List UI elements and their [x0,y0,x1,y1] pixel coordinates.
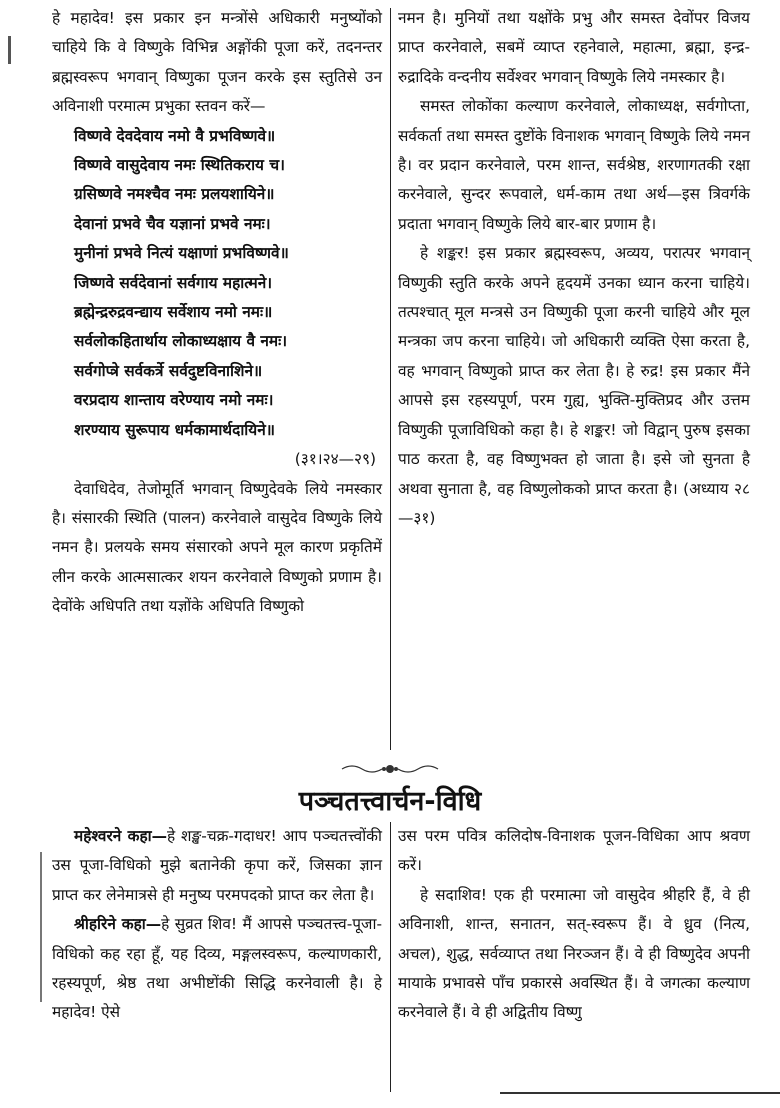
top-right-column [398,4,750,533]
bottom-left-column [52,822,382,1028]
verse-line: ब्रह्मेन्द्ररुद्रवन्द्याय सर्वेशाय नमो नमः॥ [74,303,273,322]
section-ornament [340,762,440,776]
translation-paragraph: देवाधिदेव, तेजोमूर्ति भगवान् विष्णुदेवके लिये नमस्कार है। संसारकी स्थिति (पालन) करनेवाले वासुदेव विष्णुके लिये नमन है। प्रलयके समय संसारको अपने मूल कारण प्रकृतिमें लीन करके आत्मसात्कर शयन करनेवाले विष्णुको प्रणाम है। देवोंके अधिपति तथा यज्ञोंके अधिपति विष्णुको [52,479,382,616]
dialogue-paragraph [52,910,382,1028]
verse-line: जिष्णवे सर्वदेवानां सर्वगाय महात्मने। [74,273,273,292]
verse-line: वरप्रदाय शान्ताय वरेण्याय नमो नमः। [74,391,274,410]
top-left-column [52,4,382,622]
verse-line: सर्वगोप्त्रे सर्वकर्त्रे सर्वदुष्टविनाशिने॥ [74,361,263,380]
verse-line: मुनीनां प्रभवे नित्यं यक्षाणां प्रभविष्णवे॥ [74,244,289,263]
speaker-label: महेश्वरने कहा— [74,827,168,845]
verse-line: ग्रसिष्णवे नमश्चैव नमः प्रलयशायिने॥ [74,185,275,204]
paragraph: हे सदाशिव! एक ही परमात्मा जो वासुदेव श्रीहरि हैं, वे ही अविनाशी, शान्त, सनातन, सत्-स्वरूप हैं। वे ध्रुव (नित्य, अचल), शुद्ध, सर्वव्याप्त तथा निरञ्जन हैं। वे ही विष्णुदेव अपनी मायाके प्रभावसे पाँच प्रकारसे अवस्थित हैं। वे जगत्का कल्याण करनेवाले हैं। वे ही अद्वितीय विष्णु [398,885,750,1022]
paragraph: हे शङ्कर! इस प्रकार ब्रह्मस्वरूप, अव्यय, परात्पर भगवान् विष्णुकी स्तुति करके अपने हृदयमें उनका ध्यान करना चाहिये। तत्पश्चात् मूल मन्त्रसे उन विष्णुकी पूजा करनी चाहिये और मूल मन्त्रका जप करना चाहिये। जो अधिकारी व्यक्ति ऐसा करता है, वह भगवान् विष्णुको प्राप्त कर लेता है। हे रुद्र! इस प्रकार मैंने आपसे इस रहस्यपूर्ण, परम गुह्य, भुक्ति-मुक्तिप्रद और उत्तम विष्णुकी पूजाविधिको कहा है। हे शङ्कर! जो विद्वान् पुरुष इसका पाठ करता है, वह विष्णुभक्त हो जाता है। इसे जो सुनता है अथवा सुनाता है, वह विष्णुलोकको प्राप्त करता है। (अध्याय २८—३१) [398,244,750,527]
footer-rule [500,1092,780,1094]
verse-line: देवानां प्रभवे चैव यज्ञानां प्रभवे नमः। [74,214,271,233]
paragraph: नमन है। मुनियों तथा यक्षोंके प्रभु और समस्त देवोंपर विजय प्राप्त करनेवाले, सबमें व्याप्त रहनेवाले, महात्मा, ब्रह्मा, इन्द्र-रुद्रादिके वन्दनीय सर्वेश्वर भगवान् विष्णुके लिये नमस्कार है। [398,9,750,86]
intro-paragraph: हे महादेव! इस प्रकार इन मन्त्रोंसे अधिकारी मनुष्योंको चाहिये कि वे विष्णुके विभिन्न अङ्गोंकी पूजा करें, तदनन्तर ब्रह्मस्वरूप भगवान् विष्णुका पूजन करके इस स्तुतिसे उन अविनाशी परमात्म प्रभुका स्तवन करें— [52,9,382,116]
column-divider [390,8,391,750]
bottom-right-column [398,822,750,1028]
speaker-label: श्रीहरिने कहा— [74,915,162,934]
column-divider [390,822,391,1092]
verse-line: सर्वलोकहितार्थाय लोकाध्यक्षाय वै नमः। [74,332,288,351]
paragraph: समस्त लोकोंका कल्याण करनेवाले, लोकाध्यक्ष, सर्वगोप्ता, सर्वकर्ता तथा समस्त दुष्टोंके विनाशक भगवान् विष्णुके लिये नमन है। वर प्रदान करनेवाले, परम शान्त, सर्वश्रेष्ठ, शरणागतकी रक्षा करनेवाले, सुन्दर रूपवाले, धर्म-काम तथा अर्थ—इस त्रिवर्गके प्रदाता भगवान् विष्णुके लिये बार-बार प्रणाम है। [398,97,750,233]
dialogue-text: हे सुव्रत शिव! मैं आपसे पञ्चतत्त्व-पूजा-विधिको कह रहा हूँ, यह दिव्य, मङ्गलस्वरूप, कल्याणकारी, रहस्यपूर्ण, श्रेष्ठ तथा अभीष्टोंकी सिद्धि करनेवाली है। हे महादेव! ऐसे [52,915,382,1022]
dialogue-text: हे शङ्ख-चक्र-गदाधर! आप पञ्चतत्त्वोंकी उस पूजा-विधिको मुझे बतानेकी कृपा करें, जिसका ज्ञान प्राप्त कर लेनेमात्रसे ही मनुष्य परमपदको प्राप्त कर लेता है। [52,827,382,904]
verse-reference: (३१।२४—२९) [294,450,376,469]
dialogue-paragraph [52,822,382,910]
verse-line: विष्णवे देवदेवाय नमो वै प्रभविष्णवे॥ [74,126,276,145]
scan-edge-mark [8,36,11,64]
verse-line: विष्णवे वासुदेवाय नमः स्थितिकराय च। [74,156,285,175]
paragraph: उस परम पवित्र कलिदोष-विनाशक पूजन-विधिका आप श्रवण करें। [398,827,750,875]
section-heading: पञ्चतत्त्वार्चन-विधि [298,786,482,817]
verse-line: शरण्याय सुरूपाय धर्मकामार्थदायिने॥ [74,420,275,439]
scan-edge-mark [40,852,42,1002]
